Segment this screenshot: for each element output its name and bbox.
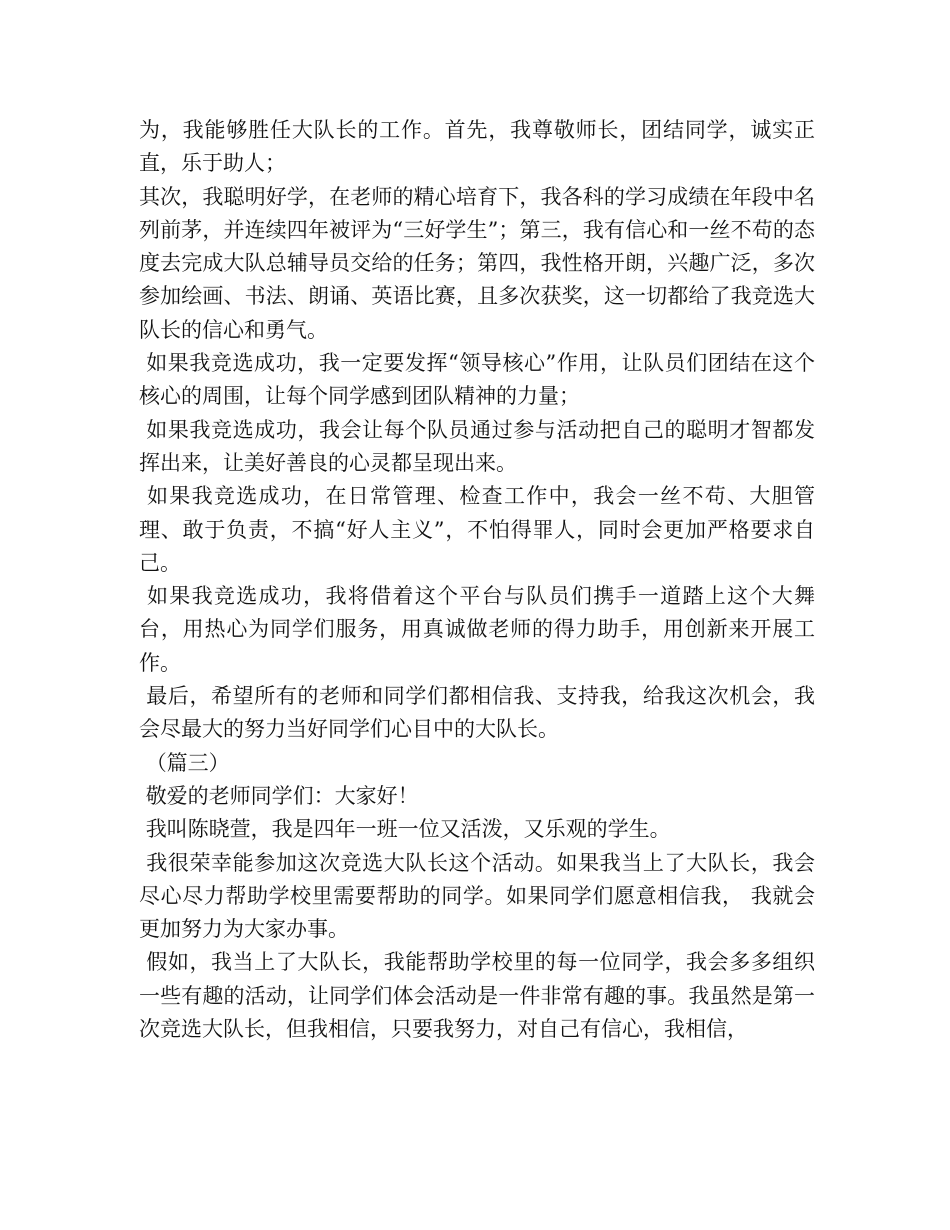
paragraph-5: 如果我竞选成功，在日常管理、检查工作中，我会一丝不苟、大胆管理、敢于负责，不搞“好人主义”，不怕得罪人，同时会更加严格要求自己。 [139,484,815,575]
paragraph-7: 最后，希望所有的老师和同学们都相信我、支持我，给我这次机会，我会尽最大的努力当好同学们心目中的大队长。 [139,684,816,742]
paragraph-10: 我叫陈晓萱，我是四年一班一位又活泼，又乐观的学生。 [139,817,671,842]
paragraph-12: 假如，我当上了大队长，我能帮助学校里的每一位同学，我会多多组织一些有趣的活动，让同学们体会活动是一件非常有趣的事。我虽然是第一次竞选大队长，但我相信，只要我努力，对自己有信心，我相信， [139,950,816,1042]
section-heading: （篇三） [139,750,230,775]
paragraph-6: 如果我竞选成功，我将借着这个平台与队员们携手一道踏上这个大舞台，用热心为同学们服务，用真诚做老师的得力助手，用创新来开展工作。 [139,584,815,675]
paragraph-11: 我很荣幸能参加这次竞选大队长这个活动。如果我当上了大队长，我会尽心尽力帮助学校里需要帮助的同学。如果同学们愿意相信我， 我就会更加努力为大家办事。 [139,850,816,942]
paragraph-3: 如果我竞选成功，我一定要发挥“领导核心”作用，让队员们团结在这个核心的周围，让每个同学感到团队精神的力量； [139,351,815,409]
paragraph-1: 为，我能够胜任大队长的工作。首先，我尊敬师长，团结同学，诚实正直，乐于助人； [139,118,815,176]
document-body [139,114,815,1046]
paragraph-4: 如果我竞选成功，我会让每个队员通过参与活动把自己的聪明才智都发挥出来，让美好善良的心灵都呈现出来。 [139,417,816,475]
greeting: 敬爱的老师同学们：大家好！ [139,783,419,808]
paragraph-2: 其次，我聪明好学，在老师的精心培育下，我各科的学习成绩在年段中名列前茅，并连续四年被评为“三好学生”；第三，我有信心和一丝不苟的态度去完成大队总辅导员交给的任务；第四，我性格开朗，兴趣广泛，多次参加绘画、书法、朗诵、英语比赛，且多次获奖，这一切都给了我竞选大队长的信心和勇气。 [139,184,815,342]
